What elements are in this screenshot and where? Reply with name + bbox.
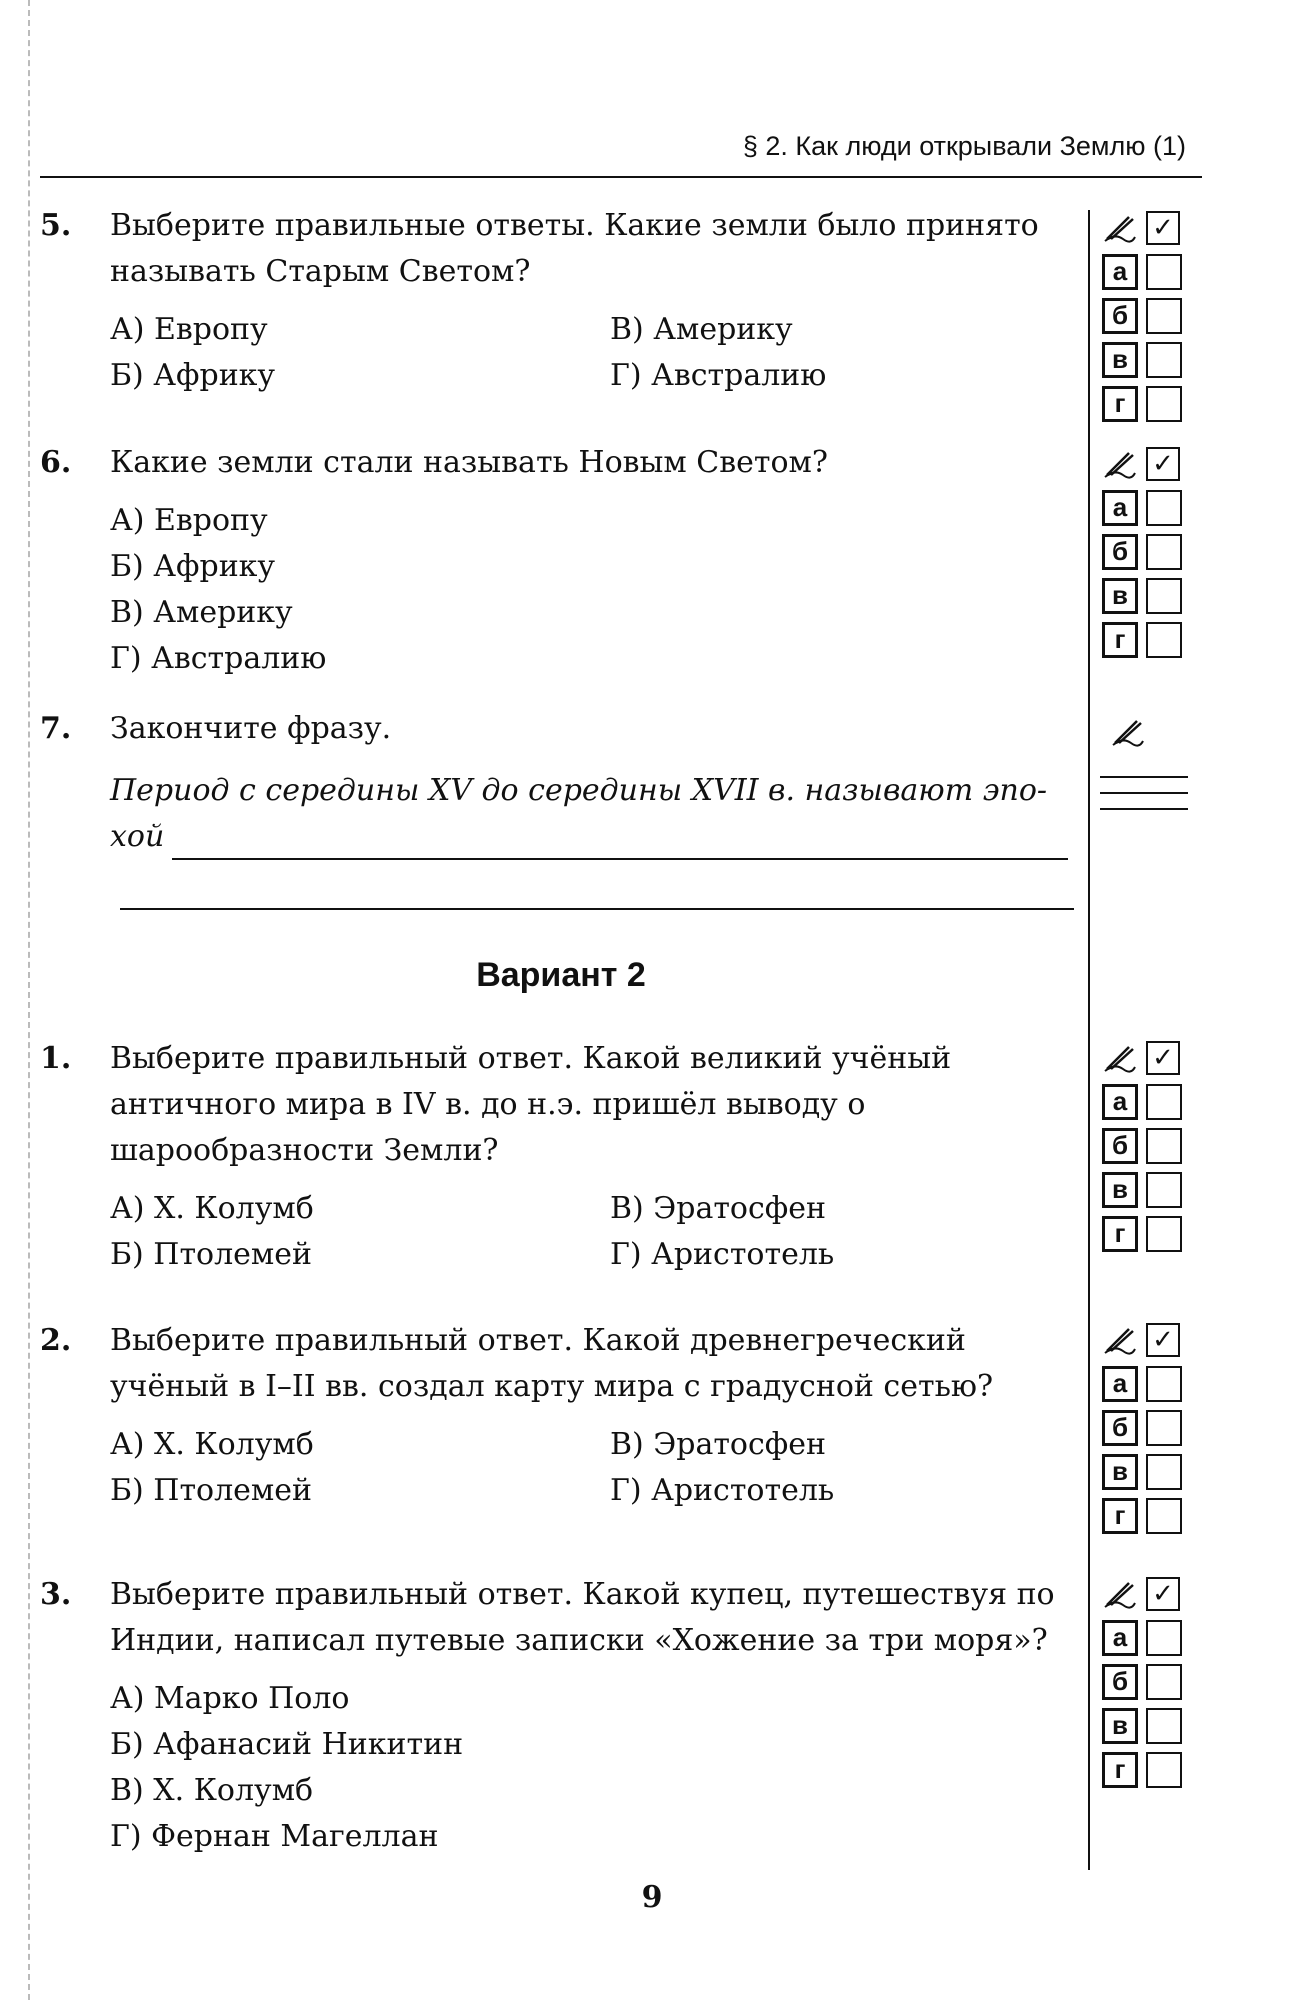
answer-label: г <box>1102 1216 1138 1252</box>
option: Б) Афанасий Никитин <box>110 1727 464 1762</box>
options <box>110 1676 1082 1860</box>
question-number: 7. <box>40 711 72 746</box>
answer-grid-q7 <box>1102 710 1192 754</box>
check-mark-icon: ✓ <box>1146 1577 1180 1611</box>
option: Г) Аристотель <box>610 1473 835 1508</box>
pen-icon <box>1102 1576 1138 1612</box>
question-6 <box>40 440 1082 682</box>
option: Б) Птолемей <box>110 1473 313 1508</box>
option: В) Америку <box>110 595 293 630</box>
answer-label: б <box>1102 1128 1138 1164</box>
answer-column-divider <box>1088 210 1090 1870</box>
answer-checkbox[interactable] <box>1146 1410 1182 1446</box>
answer-lines-q7[interactable] <box>1100 776 1188 824</box>
answer-checkbox[interactable] <box>1146 1498 1182 1534</box>
option: В) Америку <box>610 312 793 347</box>
page-number: 9 <box>641 1880 663 1915</box>
variant2-question-2 <box>40 1318 1082 1514</box>
answer-checkbox[interactable] <box>1146 342 1182 378</box>
answer-label: в <box>1102 1454 1138 1490</box>
question-5 <box>40 203 1082 399</box>
option: Г) Австралию <box>610 358 827 393</box>
option: Б) Африку <box>110 549 276 584</box>
answer-checkbox[interactable] <box>1146 1664 1182 1700</box>
question-text: Какие земли стали называть Новым Светом? <box>110 445 828 480</box>
question-text: Выберите правильный ответ. Какой купец, путешествуя по Индии, написал путевые записки «Хожение за три моря»? <box>110 1577 1055 1658</box>
question-text: Закончите фразу. <box>110 711 392 746</box>
option: Б) Африку <box>110 358 276 393</box>
question-number: 2. <box>40 1323 72 1358</box>
answer-checkbox[interactable] <box>1146 622 1182 658</box>
answer-grid-v2q3 <box>1102 1572 1192 1792</box>
completion-prompt: Период с середины XV до середины XVII в. называют эпо- <box>110 773 1048 808</box>
answer-checkbox[interactable] <box>1146 1366 1182 1402</box>
pen-icon <box>1102 1040 1138 1076</box>
option: А) Х. Колумб <box>110 1427 314 1462</box>
answer-label: б <box>1102 1664 1138 1700</box>
options <box>110 1422 1082 1514</box>
variant2-question-3 <box>40 1572 1082 1860</box>
pen-icon <box>1102 210 1138 246</box>
running-title: § 2. Как люди открывали Землю (1) <box>742 131 1186 161</box>
completion-prompt-word: хой <box>110 819 165 854</box>
option: А) Х. Колумб <box>110 1191 314 1226</box>
check-mark-icon: ✓ <box>1146 211 1180 245</box>
question-7 <box>40 706 1082 910</box>
answer-label: а <box>1102 1366 1138 1402</box>
options <box>110 498 1082 682</box>
option: В) Эратосфен <box>610 1191 827 1226</box>
completion-prompt-end <box>110 814 1082 860</box>
answer-grid-q6 <box>1102 442 1192 662</box>
option: А) Европу <box>110 312 268 347</box>
answer-checkbox[interactable] <box>1146 298 1182 334</box>
check-mark-icon: ✓ <box>1146 1323 1180 1357</box>
option: Б) Птолемей <box>110 1237 313 1272</box>
question-number: 6. <box>40 445 72 480</box>
answer-grid-v2q2 <box>1102 1318 1192 1538</box>
variant-title: Вариант 2 <box>476 956 646 994</box>
check-mark-icon: ✓ <box>1146 447 1180 481</box>
answer-label: б <box>1102 534 1138 570</box>
pen-icon <box>1102 1322 1138 1358</box>
answer-checkbox[interactable] <box>1146 1128 1182 1164</box>
variant2-question-1 <box>40 1036 1082 1278</box>
option: А) Марко Поло <box>110 1681 350 1716</box>
question-text: Выберите правильный ответ. Какой великий учёный античного мира в IV в. до н.э. пришёл выводу о шарообразности Земли? <box>110 1041 952 1168</box>
answer-checkbox[interactable] <box>1146 1752 1182 1788</box>
answer-label: а <box>1102 254 1138 290</box>
question-text: Выберите правильный ответ. Какой древнегреческий учёный в I–II вв. создал карту мира с градусной сетью? <box>110 1323 994 1404</box>
answer-checkbox[interactable] <box>1146 1620 1182 1656</box>
answer-label: в <box>1102 578 1138 614</box>
answer-label: б <box>1102 298 1138 334</box>
answer-checkbox[interactable] <box>1146 1708 1182 1744</box>
answer-checkbox[interactable] <box>1146 1084 1182 1120</box>
answer-label: б <box>1102 1410 1138 1446</box>
answer-label: в <box>1102 1172 1138 1208</box>
answer-blank[interactable] <box>172 824 1068 860</box>
options <box>110 307 1082 399</box>
option: В) Эратосфен <box>610 1427 827 1462</box>
answer-checkbox[interactable] <box>1146 578 1182 614</box>
answer-label: в <box>1102 1708 1138 1744</box>
answer-label: г <box>1102 622 1138 658</box>
answer-label: а <box>1102 490 1138 526</box>
question-number: 5. <box>40 208 72 243</box>
answer-grid-q5 <box>1102 206 1192 426</box>
option: А) Европу <box>110 503 268 538</box>
options <box>110 1186 1082 1278</box>
answer-checkbox[interactable] <box>1146 534 1182 570</box>
answer-label: г <box>1102 1752 1138 1788</box>
cut-line <box>28 0 30 2000</box>
header-rule <box>40 176 1202 178</box>
answer-blank-line[interactable] <box>120 878 1074 910</box>
question-text: Выберите правильные ответы. Какие земли было принято называть Старым Светом? <box>110 208 1039 289</box>
option: В) Х. Колумб <box>110 1773 314 1808</box>
answer-label: а <box>1102 1620 1138 1656</box>
answer-label: г <box>1102 386 1138 422</box>
option: Г) Австралию <box>110 641 327 676</box>
answer-checkbox[interactable] <box>1146 254 1182 290</box>
answer-label: в <box>1102 342 1138 378</box>
option: Г) Аристотель <box>610 1237 835 1272</box>
question-number: 3. <box>40 1577 72 1612</box>
answer-label: а <box>1102 1084 1138 1120</box>
answer-checkbox[interactable] <box>1146 386 1182 422</box>
answer-checkbox[interactable] <box>1146 1454 1182 1490</box>
option: Г) Фернан Магеллан <box>110 1819 439 1854</box>
answer-checkbox[interactable] <box>1146 490 1182 526</box>
pen-icon <box>1110 714 1146 750</box>
answer-grid-v2q1 <box>1102 1036 1192 1256</box>
answer-label: г <box>1102 1498 1138 1534</box>
answer-checkbox[interactable] <box>1146 1172 1182 1208</box>
check-mark-icon: ✓ <box>1146 1041 1180 1075</box>
pen-icon <box>1102 446 1138 482</box>
answer-checkbox[interactable] <box>1146 1216 1182 1252</box>
question-number: 1. <box>40 1041 72 1076</box>
